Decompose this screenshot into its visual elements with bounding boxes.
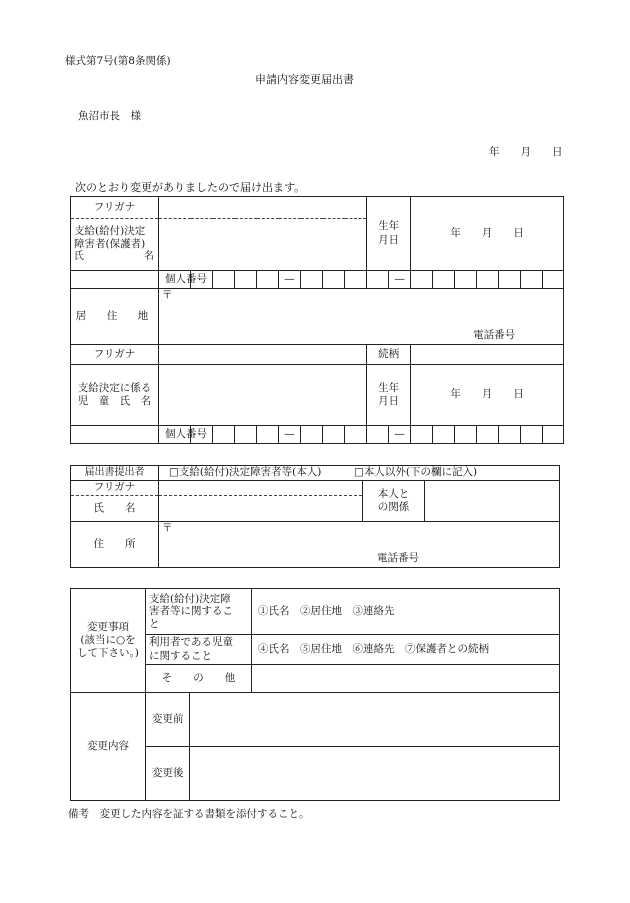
furigana-label: フリガナ — [71, 197, 159, 219]
child-name-field[interactable] — [159, 365, 367, 426]
child-mynum-digit-3[interactable] — [235, 426, 257, 444]
birth-label: 生年 月日 — [367, 197, 411, 271]
change-content-label: 変更内容 — [71, 693, 146, 801]
recipient-my-number-label: 個人番号 — [159, 271, 191, 289]
submitter-furigana-field[interactable] — [159, 481, 363, 496]
mynum-digit-3[interactable] — [235, 271, 257, 289]
child-mynum-dash-1: — — [279, 426, 301, 444]
recipient-spacer — [71, 271, 159, 289]
mynum-digit-9[interactable] — [411, 271, 433, 289]
submitter-phone-label: 電話番号 — [377, 551, 419, 564]
mynum-extra-2[interactable] — [521, 271, 543, 289]
submitter-relation-label: 本人と の関係 — [363, 481, 425, 522]
option-self-checkbox[interactable]: □支給(給付)決定障害者等(本人) — [169, 466, 322, 479]
mynum-digit-8[interactable] — [367, 271, 389, 289]
submission-date: 年 月 日 — [489, 146, 563, 158]
mynum-extra-3[interactable] — [543, 271, 564, 289]
mynum-dash-2: — — [389, 271, 411, 289]
child-mynum-digit-5[interactable] — [301, 426, 323, 444]
addressee: 魚沼市長 様 — [78, 110, 141, 122]
relation-field[interactable] — [411, 345, 564, 365]
form-number: 様式第7号(第8条関係) — [65, 55, 171, 67]
change-matters-label: 変更事項 (該当に○を して下さい。) — [71, 589, 146, 693]
submitter-label: 届出書提出者 — [71, 466, 159, 481]
child-furigana-label: フリガナ — [71, 345, 159, 365]
postal-mark: 〒 — [162, 289, 173, 301]
matter-row3-field[interactable] — [252, 665, 560, 693]
matter-row1-label: 支給(給付)決定障 害者等に関するこ と — [146, 589, 252, 635]
child-mynum-digit-4[interactable] — [257, 426, 279, 444]
remarks-note: 備考 変更した内容を証する書類を添付すること。 — [68, 808, 310, 820]
mynum-extra-1[interactable] — [499, 271, 521, 289]
recipient-name-field[interactable] — [159, 219, 367, 271]
child-mynum-digit-9[interactable] — [411, 426, 433, 444]
mynum-digit-10[interactable] — [433, 271, 455, 289]
child-birth-date-field[interactable]: 年 月 日 — [411, 365, 564, 426]
mynum-digit-4[interactable] — [257, 271, 279, 289]
child-my-number-label: 個人番号 — [159, 426, 191, 444]
form-title: 申請内容変更届出書 — [255, 73, 354, 86]
child-mynum-digit-7[interactable] — [345, 426, 367, 444]
submitter-postal-mark: 〒 — [162, 522, 173, 534]
matter-row3-label: そ の 他 — [146, 665, 252, 693]
mynum-dash-1: — — [279, 271, 301, 289]
matter-row2-options[interactable]: ④氏名 ⑤居住地 ⑥連絡先 ⑦保護者との続柄 — [252, 635, 560, 665]
child-mynum-digit-12[interactable] — [477, 426, 499, 444]
submitter-address-field[interactable] — [159, 522, 560, 568]
child-name-label: 支給決定に係る 児 童 氏 名 — [71, 365, 159, 426]
submitter-name-label: 氏 名 — [71, 496, 159, 522]
before-field[interactable] — [190, 693, 560, 747]
child-mynum-extra-3[interactable] — [543, 426, 564, 444]
child-mynum-extra-1[interactable] — [499, 426, 521, 444]
submitter-furigana-label: フリガナ — [71, 481, 159, 496]
mynum-digit-7[interactable] — [345, 271, 367, 289]
child-mynum-digit-10[interactable] — [433, 426, 455, 444]
child-spacer — [71, 426, 159, 444]
child-mynum-digit-8[interactable] — [367, 426, 389, 444]
child-mynum-digit-11[interactable] — [455, 426, 477, 444]
option-other-checkbox[interactable]: □本人以外(下の欄に記入) — [354, 466, 478, 479]
birth-date-field[interactable]: 年 月 日 — [411, 197, 564, 271]
after-field[interactable] — [190, 747, 560, 801]
residence-label: 居 住 地 — [71, 289, 159, 345]
submitter-address-label: 住 所 — [71, 522, 159, 568]
applicant-table — [70, 196, 564, 444]
submitter-name-field[interactable] — [159, 496, 363, 522]
child-mynum-digit-6[interactable] — [323, 426, 345, 444]
submitter-options — [159, 466, 560, 481]
change-table — [70, 588, 560, 801]
after-label: 変更後 — [146, 747, 190, 801]
residence-field[interactable] — [159, 289, 564, 345]
mynum-digit-11[interactable] — [455, 271, 477, 289]
intro-text: 次のとおり変更がありましたので届け出ます。 — [75, 181, 306, 194]
residence-phone-label: 電話番号 — [473, 328, 516, 341]
child-mynum-extra-2[interactable] — [521, 426, 543, 444]
submitter-relation-field[interactable] — [425, 481, 560, 522]
child-furigana-field[interactable] — [159, 345, 367, 365]
mynum-digit-6[interactable] — [323, 271, 345, 289]
mynum-digit-5[interactable] — [301, 271, 323, 289]
recipient-name-label: 支給(給付)決定 障害者(保護者) 氏 名 — [71, 219, 159, 271]
recipient-furigana-field[interactable] — [159, 197, 367, 219]
submitter-table — [70, 465, 560, 568]
relation-label: 続柄 — [367, 345, 411, 365]
child-mynum-dash-2: — — [389, 426, 411, 444]
matter-row1-options[interactable]: ①氏名 ②居住地 ③連絡先 — [252, 589, 560, 635]
before-label: 変更前 — [146, 693, 190, 747]
matter-row2-label: 利用者である児童 に関すること — [146, 635, 252, 665]
mynum-digit-12[interactable] — [477, 271, 499, 289]
child-birth-label: 生年 月日 — [367, 365, 411, 426]
